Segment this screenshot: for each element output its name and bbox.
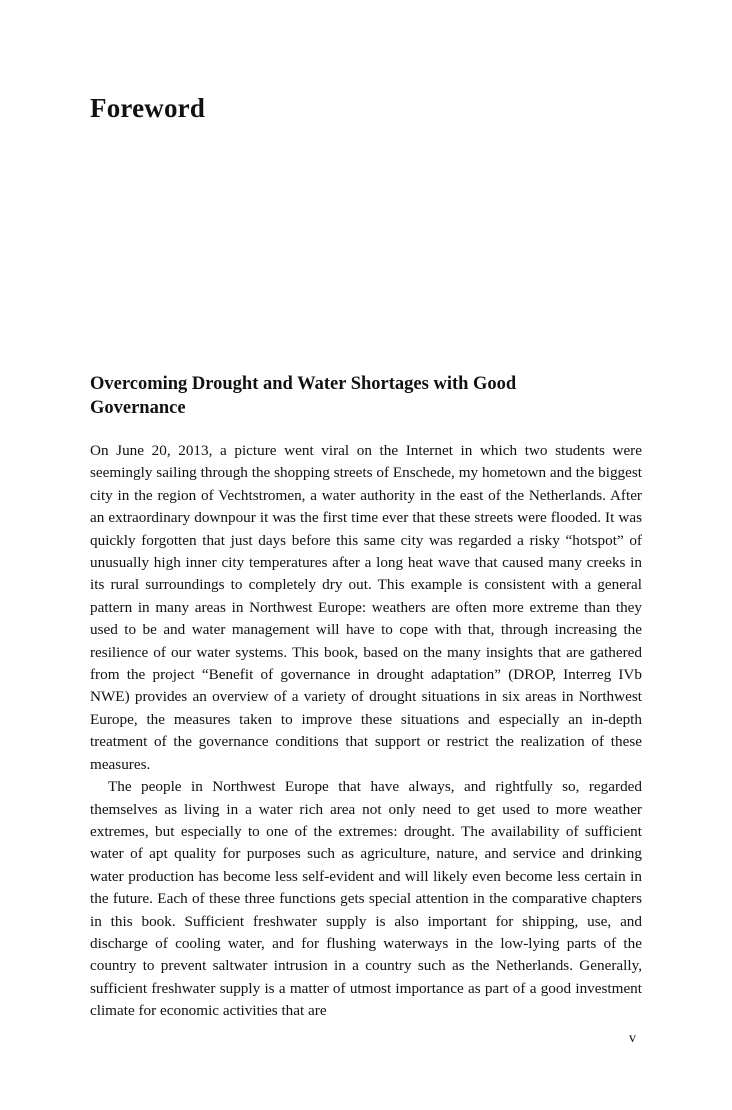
body-text — [90, 440, 642, 1023]
chapter-title: Foreword — [90, 93, 206, 123]
paragraph-2: The people in Northwest Europe that have always, and rightfully so, regarded themselves as living in a water rich area not only need to get used to more weather extremes, but especially to one of the extremes: drought. The availability of sufficient water of apt quality for purposes such as agriculture, nature, and service and drinking water production has become less self-evident and will likely even become less certain in the future. Each of these three functions gets special attention in the comparative chapters in this book. Sufficient freshwater supply is also important for shipping, use, and discharge of cooling water, and for flushing waterways in the low-lying parts of the country to prevent saltwater intrusion in a country such as the Netherlands. Generally, sufficient freshwater supply is a matter of utmost importance as part of a good investment climate for economic activities that are — [90, 778, 642, 1020]
section-title: Overcoming Drought and Water Shortages with Good Governance — [90, 374, 517, 418]
page-number: v — [629, 1031, 636, 1046]
paragraph-1: On June 20, 2013, a picture went viral on the Internet in which two students were seemingly sailing through the shopping streets of Enschede, my hometown and the biggest city in the region of Vechtstromen, a water authority in the east of the Netherlands. After an extraordinary downpour it was the first time ever that these streets were flooded. It was quickly forgotten that just days before this same city was regarded a risky “hotspot” of unusually high inner city temperatures after a long heat wave that caused many creeks in its rural surroundings to completely dry out. This example is consistent with a general pattern in many areas in Northwest Europe: weathers are often more extreme than they used to be and water management will have to cope with that, through increasing the resilience of our water systems. This book, based on the many insights that are gathered from the project “Benefit of governance in drought adaptation” (DROP, Interreg IVb NWE) provides an overview of a variety of drought situations in six areas in Northwest Europe, the measures taken to improve these situations and especially an in-depth treatment of the governance conditions that support or restrict the realization of these measures. — [90, 442, 642, 773]
